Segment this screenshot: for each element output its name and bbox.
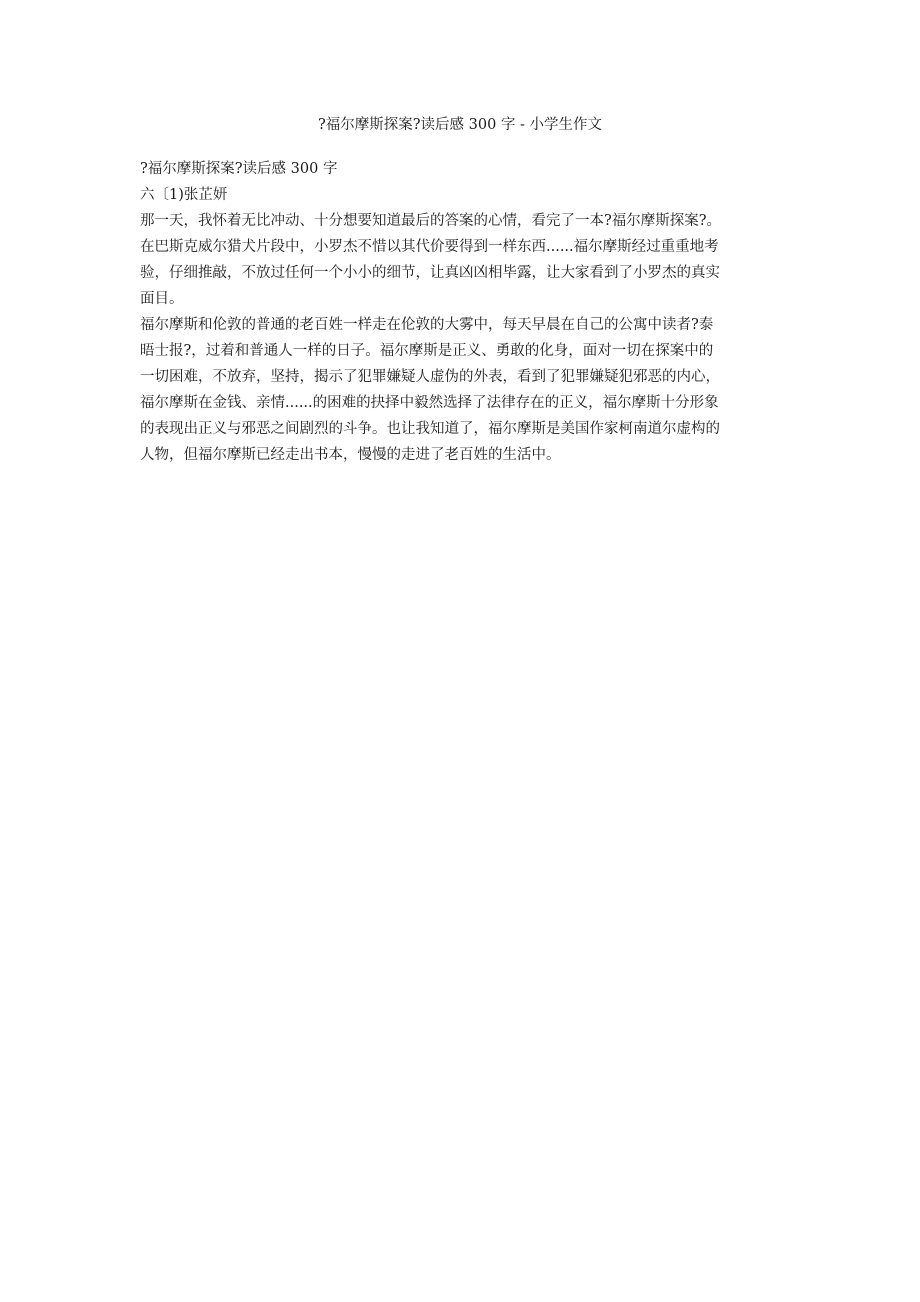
paragraph-line: 验，仔细推敲，不放过任何一个小小的细节，让真凶凶相毕露，让大家看到了小罗杰的真实 — [140, 265, 720, 281]
essay-heading: ?福尔摩斯探案?读后感 300 字 — [140, 161, 338, 177]
paragraph-line: 在巴斯克威尔猎犬片段中，小罗杰不惜以其代价要得到一样东西......福尔摩斯经过重重地考 — [140, 239, 719, 255]
document-body — [140, 156, 785, 468]
paragraph-line: 面目。 — [140, 291, 184, 307]
paragraph-line: 的表现出正义与邪恶之间剧烈的斗争。也让我知道了，福尔摩斯是美国作家柯南道尔虚构的 — [140, 421, 720, 437]
paragraph-line: 一切困难，不放弃，坚持，揭示了犯罪嫌疑人虚伪的外表，看到了犯罪嫌疑犯邪恶的内心， — [140, 369, 720, 385]
paragraph-2 — [140, 312, 785, 468]
paragraph-line: 人物，但福尔摩斯已经走出书本，慢慢的走进了老百姓的生活中。 — [140, 447, 561, 463]
paragraph-line: 晤士报?，过着和普通人一样的日子。福尔摩斯是正义、勇敢的化身，面对一切在探案中的 — [140, 343, 714, 359]
document-title: ?福尔摩斯探案?读后感 300 字 - 小学生作文 — [317, 117, 603, 133]
author-line: 六〔1)张芷妍 — [140, 187, 228, 203]
paragraph-line: 那一天，我怀着无比冲动、十分想要知道最后的答案的心情，看完了一本?福尔摩斯探案?。 — [140, 213, 722, 229]
paragraph-1 — [140, 208, 785, 312]
paragraph-line: 福尔摩斯和伦敦的普通的老百姓一样走在伦敦的大雾中，每天早晨在自己的公寓中读者?泰 — [140, 317, 714, 333]
paragraph-line: 福尔摩斯在金钱、亲情......的困难的抉择中毅然选择了法律存在的正义，福尔摩斯十分形象 — [140, 395, 719, 411]
